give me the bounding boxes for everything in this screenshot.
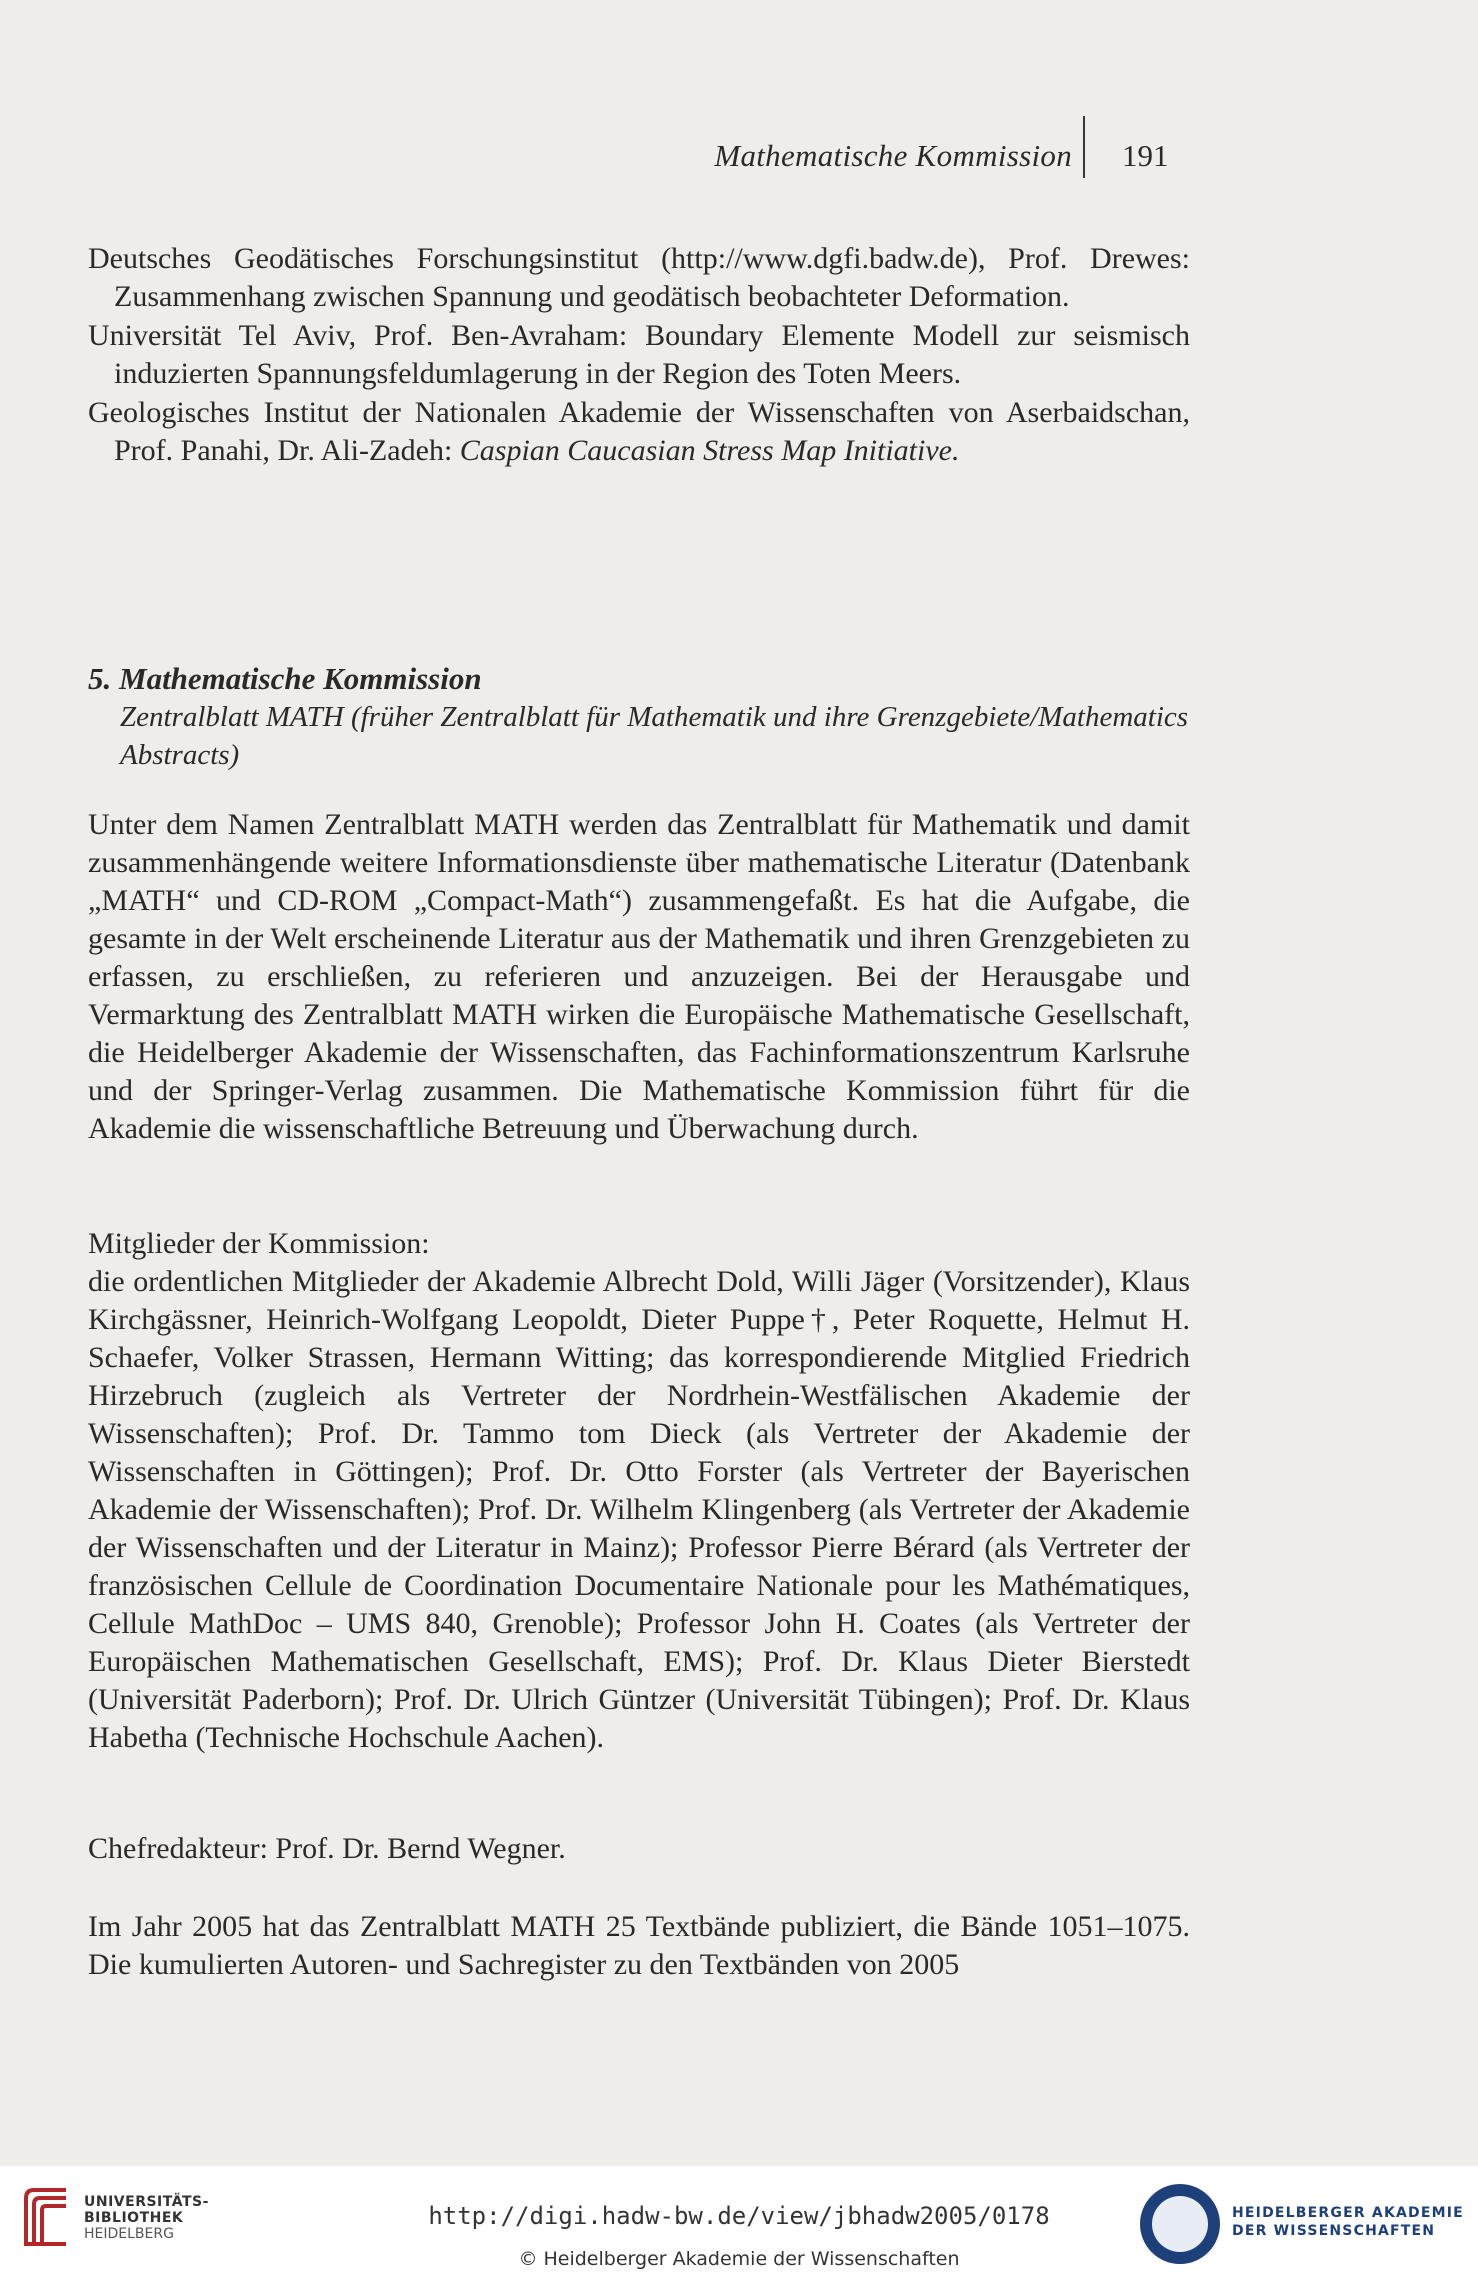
editor-line: Chefredakteur: Prof. Dr. Bernd Wegner. (88, 1832, 566, 1865)
academy-name (1232, 2204, 1464, 2240)
intro-paragraph (88, 806, 1190, 1148)
reference-text: Geologisches Institut der Nationalen Akademie der Wissenschaften von Aserbaidschan, Prof. Panahi, Dr. Ali-Zadeh: (88, 396, 1190, 467)
paragraph-text: Unter dem Namen Zentralblatt MATH werden das Zentralblatt für Mathematik und damit zusammenhängende weitere Informationsdienste über mathematische Literatur (Datenbank „MATH“ und CD-ROM „Compact-Math“) zusammengefaßt. Es hat die Aufgabe, die gesamte in der Welt erscheinende Literatur aus der Mathematik und ihren Grenzgebieten zu erfassen, zu erschließen, zu referieren und anzuzeigen. Bei der Herausgabe und Vermarktung des Zentralblatt MATH wirken die Europäische Mathematische Gesellschaft, die Heidelberger Akademie der Wissenschaften, das Fachinformationszentrum Karlsruhe und der Springer-Verlag zusammen. Die Mathematische Kommission führt für die Akademie die wissenschaftliche Betreuung und Überwachung durch. (88, 808, 1190, 1145)
members-label: Mitglieder der Kommission: (88, 1227, 430, 1260)
running-title: Mathematische Kommission (714, 138, 1072, 173)
permalink-url[interactable]: http://digi.hadw-bw.de/view/jbhadw2005/0178 (428, 2202, 1050, 2230)
reference-item (88, 394, 1190, 470)
library-line: BIBLIOTHEK (84, 2210, 184, 2226)
footer-strip (0, 2166, 1478, 2282)
members-list: die ordentlichen Mitglieder der Akademie Albrecht Dold, Willi Jäger (Vorsitzender), Klaus Kirchgässner, Heinrich-Wolfgang Leopoldt, Dieter Puppe†, Peter Roquette, Helmut H. Schaefer, Volker Strassen, Hermann Witting; das korrespondierende Mitglied Friedrich Hirzebruch (zugleich als Vertreter der Nordrhein-Westfälischen Akademie der Wissenschaften); Prof. Dr. Tammo tom Dieck (als Vertreter der Akademie der Wissenschaften in Göttingen); Prof. Dr. Otto Forster (als Vertreter der Bayerischen Akademie der Wissenschaften); Prof. Dr. Wilhelm Klingenberg (als Vertreter der Akademie der Wissenschaften und der Literatur in Mainz); Professor Pierre Bérard (als Vertreter der französischen Cellule de Coordination Documentaire Nationale pour les Mathématiques, Cellule MathDoc – UMS 840, Grenoble); Professor John H. Coates (als Vertreter der Europäischen Mathematischen Gesellschaft, EMS); Prof. Dr. Klaus Dieter Bierstedt (Universität Paderborn); Prof. Dr. Ulrich Güntzer (Universität Tübingen); Prof. Dr. Klaus Habetha (Technische Hochschule Aachen). (88, 1265, 1190, 1754)
academy-line: DER WISSENSCHAFTEN (1232, 2223, 1436, 2239)
page-number: 191 (1122, 138, 1169, 173)
academy-line: HEIDELBERGER AKADEMIE (1232, 2205, 1464, 2221)
library-line: HEIDELBERG (84, 2226, 174, 2242)
editor-paragraph (88, 1830, 1190, 1868)
running-header (0, 138, 1478, 178)
section-subheading: Zentralblatt MATH (früher Zentralblatt für Mathematik und ihre Grenzgebiete/Mathematics Abstracts) (120, 701, 1189, 771)
section-heading: 5. Mathematische Kommission (88, 661, 482, 696)
section-header (88, 660, 1190, 774)
reference-item: Deutsches Geodätisches Forschungsinstitut (http://www.dgfi.badw.de), Prof. Drewes: Zusammenhang zwischen Spannung und geodätisch beobachteter Deformation. (88, 242, 1190, 313)
reference-item: Universität Tel Aviv, Prof. Ben-Avraham: Boundary Elemente Modell zur seismisch induzierten Spannungsfeldumlagerung in der Region des Toten Meers. (88, 319, 1190, 390)
library-line: UNIVERSITÄTS- (84, 2194, 209, 2210)
reference-title: Caspian Caucasian Stress Map Initiative. (459, 434, 960, 467)
copyright-notice: © Heidelberger Akademie der Wissenschaften (518, 2248, 960, 2270)
members-paragraph (88, 1225, 1190, 1757)
year-paragraph (88, 1908, 1190, 1984)
header-divider (1083, 116, 1085, 178)
academy-seal-icon (1140, 2184, 1220, 2264)
reference-list (88, 240, 1190, 471)
year-text: Im Jahr 2005 hat das Zentralblatt MATH 25 Textbände publiziert, die Bände 1051–1075. Die kumulierten Autoren- und Sachregister zu den Textbänden von 2005 (88, 1910, 1190, 1981)
